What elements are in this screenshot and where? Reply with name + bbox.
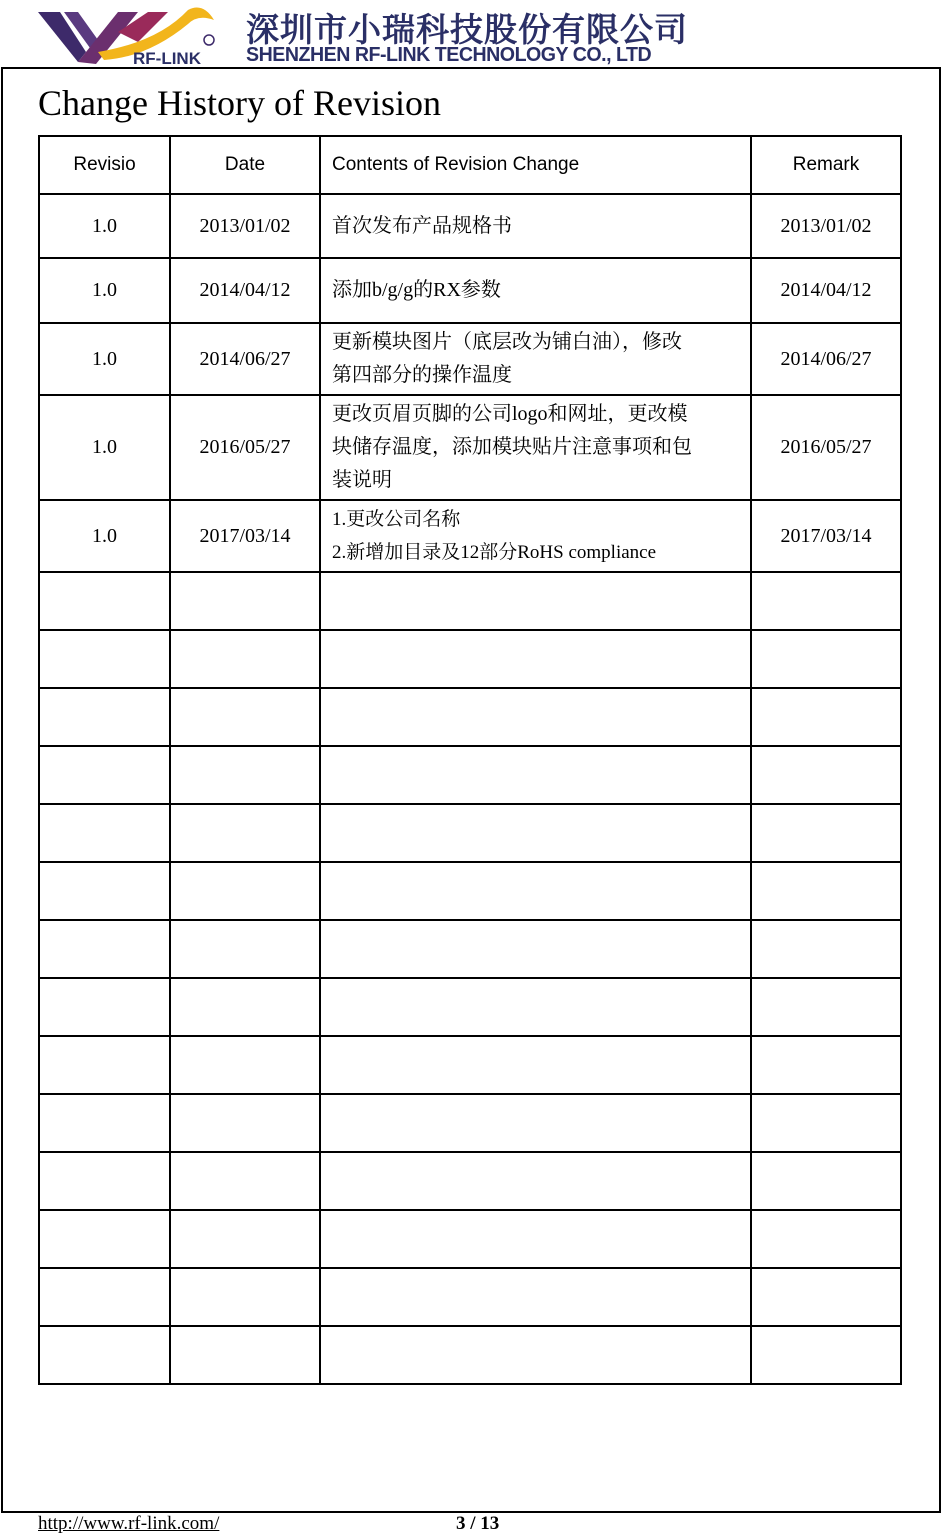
empty-cell <box>39 1152 170 1210</box>
contents-cell <box>320 500 751 572</box>
empty-table-row <box>39 630 901 688</box>
empty-table-row <box>39 1326 901 1384</box>
empty-cell <box>39 688 170 746</box>
empty-cell <box>320 1152 751 1210</box>
empty-cell <box>751 1268 901 1326</box>
date-cell: 2014/06/27 <box>170 323 320 395</box>
footer-website-link[interactable]: http://www.rf-link.com/ <box>38 1513 220 1534</box>
contents-cell <box>320 323 751 395</box>
empty-cell <box>320 804 751 862</box>
empty-cell <box>320 862 751 920</box>
date-cell: 2014/04/12 <box>170 258 320 323</box>
empty-cell <box>170 1210 320 1268</box>
remark-cell: 2016/05/27 <box>751 395 901 500</box>
header-contents: Contents of Revision Change <box>320 136 751 194</box>
empty-cell <box>39 630 170 688</box>
empty-cell <box>39 746 170 804</box>
empty-cell <box>170 688 320 746</box>
empty-table-row <box>39 1152 901 1210</box>
contents-line: 第四部分的操作温度 <box>332 364 512 386</box>
empty-cell <box>751 978 901 1036</box>
table-row <box>39 194 901 258</box>
empty-cell <box>170 1152 320 1210</box>
revision-cell: 1.0 <box>39 500 170 572</box>
empty-cell <box>320 572 751 630</box>
empty-cell <box>170 1094 320 1152</box>
empty-cell <box>39 1210 170 1268</box>
contents-line: 装说明 <box>332 469 392 491</box>
empty-cell <box>170 920 320 978</box>
empty-cell <box>751 630 901 688</box>
table-row <box>39 258 901 323</box>
empty-cell <box>39 1094 170 1152</box>
contents-line: 添加b/g/g的RX参数 <box>332 279 501 301</box>
empty-cell <box>751 1210 901 1268</box>
empty-cell <box>39 1326 170 1384</box>
revision-cell: 1.0 <box>39 258 170 323</box>
empty-cell <box>320 1094 751 1152</box>
empty-cell <box>170 862 320 920</box>
rf-link-logo <box>38 2 218 66</box>
remark-cell: 2017/03/14 <box>751 500 901 572</box>
empty-cell <box>170 746 320 804</box>
date-cell: 2013/01/02 <box>170 194 320 258</box>
revision-cell: 1.0 <box>39 194 170 258</box>
contents-line: 2.新增加目录及12部分RoHS compliance <box>332 542 657 563</box>
empty-cell <box>320 1326 751 1384</box>
empty-cell <box>170 1326 320 1384</box>
header-revision: Revisio <box>39 136 170 194</box>
empty-cell <box>320 920 751 978</box>
contents-cell <box>320 258 751 323</box>
contents-line: 块储存温度，添加模块贴片注意事项和包 <box>332 436 692 458</box>
empty-cell <box>39 804 170 862</box>
empty-cell <box>170 804 320 862</box>
empty-cell <box>39 1268 170 1326</box>
empty-cell <box>320 688 751 746</box>
empty-table-row <box>39 746 901 804</box>
table-header-row <box>39 136 901 194</box>
company-name-chinese: 深圳市小瑞科技股份有限公司 <box>246 10 688 49</box>
empty-table-row <box>39 862 901 920</box>
remark-cell: 2013/01/02 <box>751 194 901 258</box>
header-remark: Remark <box>751 136 901 194</box>
empty-cell <box>170 630 320 688</box>
empty-cell <box>170 978 320 1036</box>
empty-cell <box>39 572 170 630</box>
empty-cell <box>39 978 170 1036</box>
empty-cell <box>170 1036 320 1094</box>
empty-cell <box>320 978 751 1036</box>
date-cell: 2017/03/14 <box>170 500 320 572</box>
empty-table-row <box>39 1094 901 1152</box>
revision-history-table <box>38 135 902 1385</box>
date-cell: 2016/05/27 <box>170 395 320 500</box>
empty-table-row <box>39 572 901 630</box>
empty-cell <box>751 746 901 804</box>
header-date: Date <box>170 136 320 194</box>
remark-cell: 2014/04/12 <box>751 258 901 323</box>
empty-cell <box>320 1210 751 1268</box>
empty-cell <box>320 1268 751 1326</box>
table-row <box>39 395 901 500</box>
empty-table-row <box>39 1268 901 1326</box>
empty-cell <box>170 572 320 630</box>
empty-cell <box>751 862 901 920</box>
empty-table-row <box>39 688 901 746</box>
empty-cell <box>751 1326 901 1384</box>
empty-table-row <box>39 1036 901 1094</box>
empty-cell <box>751 804 901 862</box>
contents-line: 更新模块图片（底层改为铺白油），修改 <box>332 331 682 353</box>
empty-table-row <box>39 804 901 862</box>
empty-cell <box>170 1268 320 1326</box>
empty-cell <box>751 572 901 630</box>
empty-cell <box>320 746 751 804</box>
empty-cell <box>320 630 751 688</box>
empty-cell <box>751 920 901 978</box>
table-row <box>39 323 901 395</box>
svg-text:RF-LINK: RF-LINK <box>133 49 201 66</box>
table-row <box>39 500 901 572</box>
company-name-english: SHENZHEN RF-LINK TECHNOLOGY CO., LTD <box>246 44 652 66</box>
empty-cell <box>751 688 901 746</box>
empty-cell <box>751 1036 901 1094</box>
empty-cell <box>39 862 170 920</box>
contents-line: 首次发布产品规格书 <box>332 214 512 237</box>
revision-cell: 1.0 <box>39 323 170 395</box>
revision-cell: 1.0 <box>39 395 170 500</box>
empty-cell <box>39 920 170 978</box>
contents-cell <box>320 194 751 258</box>
empty-cell <box>751 1094 901 1152</box>
page-title: Change History of Revision <box>38 83 441 123</box>
empty-cell <box>39 1036 170 1094</box>
empty-cell <box>320 1036 751 1094</box>
page-number: 3 / 13 <box>456 1513 500 1534</box>
empty-table-row <box>39 920 901 978</box>
contents-cell <box>320 395 751 500</box>
empty-table-row <box>39 978 901 1036</box>
contents-line: 1.更改公司名称 <box>332 509 461 530</box>
empty-cell <box>751 1152 901 1210</box>
contents-line: 更改页眉页脚的公司logo和网址，更改模 <box>332 403 688 425</box>
empty-table-row <box>39 1210 901 1268</box>
remark-cell: 2014/06/27 <box>751 323 901 395</box>
